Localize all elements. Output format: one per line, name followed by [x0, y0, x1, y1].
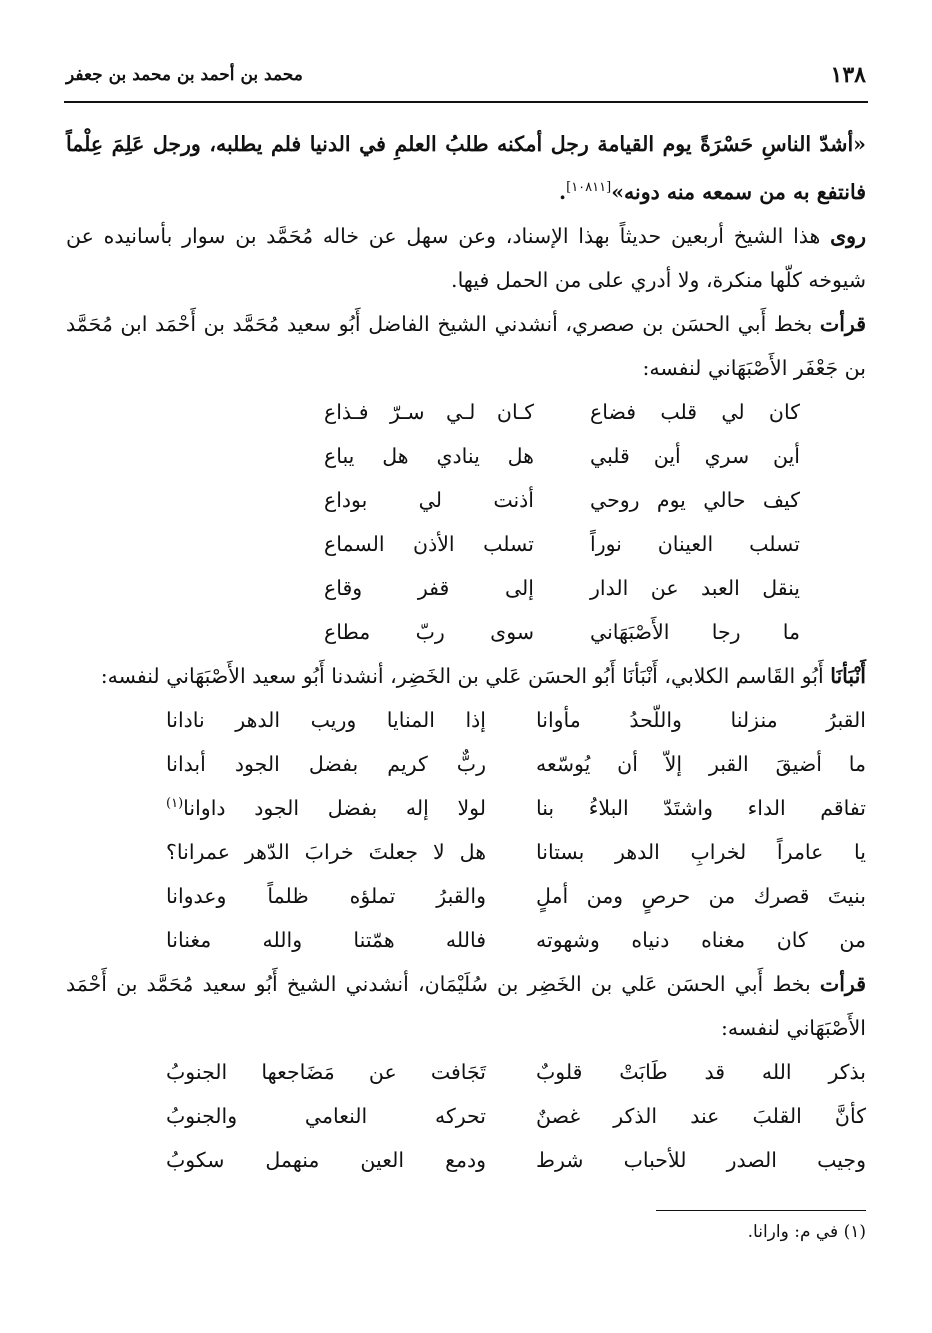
hadith-text: «أشدّ الناسِ حَسْرَةً يوم القيامة رجل أمكنه طلبُ العلمِ في الدنيا فلم يطلبه، ورجل عَلِمَ عِلْماً فانتفع به من سمعه منه دونه»	[66, 132, 866, 204]
poem-1	[66, 390, 866, 654]
verse-first-hemistich: يا عامراً لخرابِ الدهر بستانا	[536, 839, 866, 864]
paragraph-rawa-text: هذا الشيخ أربعين حديثاً بهذا الإسناد، وعن سهل عن خاله مُحَمَّد بن سوار بأسانيده عن شيوخه كلّها منكرة، ولا أدري على من الحمل فيها.	[66, 223, 866, 292]
verse-first-hemistich: كأنَّ القلبَ عند الذكر غصنٌ	[536, 1103, 866, 1128]
page-header	[66, 58, 866, 92]
poem-1-verse	[66, 478, 866, 522]
poem-2-verse	[66, 786, 866, 830]
verse-first-hemistich: من كان مغناه دنياه وشهوته	[536, 927, 866, 952]
verse-first-hemistich: بنيتَ قصرك من حرصٍ ومن أملٍ	[536, 883, 866, 908]
hadith-paragraph: «أشدّ الناسِ حَسْرَةً يوم القيامة رجل أمكنه طلبُ العلمِ في الدنيا فلم يطلبه، ورجل عَلِمَ عِلْماً فانتفع به من سمعه منه دونه»[١٠٨١١].	[66, 132, 866, 204]
paragraph-qaratu-2-lead: قرأت	[819, 971, 866, 996]
poem-2-verse	[66, 874, 866, 918]
running-head: محمد بن أحمد بن محمد بن جعفر	[66, 65, 303, 85]
poem-1-verse	[66, 610, 866, 654]
verse-first-hemistich: ما أضيقَ القبر إلاّ أن يُوسّعه	[536, 751, 866, 776]
paragraph-rawa	[66, 214, 866, 302]
verse-second-hemistich: إلى قفر وقاع	[324, 575, 534, 600]
paragraph-anbaana	[66, 654, 866, 698]
poem-1-verse	[66, 566, 866, 610]
poem-1-verse	[66, 390, 866, 434]
verse-first-hemistich: تسلب العينان نوراً	[590, 531, 800, 556]
poem-3-verse	[66, 1138, 866, 1182]
poem-2-verse	[66, 742, 866, 786]
poem-3	[66, 1050, 866, 1182]
poem-2-verse	[66, 918, 866, 962]
verse-second-hemistich: هل لا جعلتَ خرابَ الدّهر عمرانا؟	[166, 839, 486, 864]
verse-second-hemistich: سوى ربّ مطاع	[324, 619, 534, 644]
poem-2-verse	[66, 830, 866, 874]
hadith-reference: [١٠٨١١]	[566, 180, 612, 195]
poem-2-verse	[66, 698, 866, 742]
poem-3-verse	[66, 1094, 866, 1138]
page-body	[66, 122, 866, 1182]
verse-first-hemistich: ما رجا الأَصْبَهَاني	[590, 619, 800, 644]
verse-second-hemistich: فالله همّتنا والله مغنانا	[166, 927, 486, 952]
verse-second-hemistich: والقبرُ تملؤه ظلماً وعدوانا	[166, 883, 486, 908]
footnote: (١) في م: وارانا.	[747, 1222, 866, 1242]
paragraph-qaratu-2-text: بخط أَبي الحسَن عَلي بن الخَضِر بن سُلَيْمَان، أنشدني الشيخ أَبُو سعيد مُحَمَّد بن أَحْمَد الأَصْبَهَاني لنفسه:	[66, 971, 866, 1040]
verse-second-hemistich: ربٌّ كريم بفضل الجود أبدانا	[166, 751, 486, 776]
verse-second-hemistich: تسلب الأذن السماع	[324, 531, 534, 556]
poem-1-verse	[66, 522, 866, 566]
verse-second-hemistich: تحركه النعامي والجنوبُ	[166, 1103, 486, 1128]
verse-first-hemistich: وجيب الصدر للأحباب شرط	[536, 1147, 866, 1172]
verse-second-hemistich	[166, 796, 486, 820]
verse-second-hemistich: كـان لـي سـرّ فـذاع	[324, 399, 534, 424]
poem-1-verse	[66, 434, 866, 478]
poem-2	[66, 698, 866, 962]
verse-first-hemistich: أين سري أين قلبي	[590, 443, 800, 468]
paragraph-qaratu-1-text: بخط أَبي الحسَن بن صصري، أنشدني الشيخ الفاضل أَبُو سعيد مُحَمَّد بن أَحْمَد ابن مُحَمَّد بن جَعْفَر الأَصْبَهَاني لنفسه:	[66, 311, 866, 380]
paragraph-qaratu-2	[66, 962, 866, 1050]
verse-first-hemistich: ينقل العبد عن الدار	[590, 575, 800, 600]
verse-first-hemistich: القبرُ منزلنا واللّحدُ مأوانا	[536, 707, 866, 732]
verse-second-hemistich-text: لولا إله بفضل الجود داوانا	[183, 795, 486, 820]
verse-second-hemistich: تَجَافت عن مَضَاجعها الجنوبُ	[166, 1059, 486, 1084]
verse-second-hemistich: هل ينادي هل يباع	[324, 443, 534, 468]
verse-second-hemistich: ودمع العين منهمل سكوبُ	[166, 1147, 486, 1172]
verse-first-hemistich: كان لي قلب فضاع	[590, 399, 800, 424]
page-number: ١٣٨	[830, 62, 866, 88]
footnote-marker: (١)	[166, 796, 184, 811]
paragraph-anbaana-text: أَبُو القَاسم الكلابي، أَنْبَأنَا أَبُو الحسَن عَلي بن الخَضِر، أنشدنا أَبُو سعيد الأَصْبَهَاني لنفسه:	[100, 663, 831, 688]
header-divider	[64, 101, 868, 103]
verse-first-hemistich: بذكر الله قد طَابَتْ قلوبٌ	[536, 1059, 866, 1084]
verse-second-hemistich: إذا المنايا وريب الدهر نادانا	[166, 707, 486, 732]
verse-first-hemistich: كيف حالي يوم روحي	[590, 487, 800, 512]
paragraph-anbaana-lead: أَنْبَأنَا	[830, 663, 866, 688]
paragraph-rawa-lead: روى	[830, 223, 866, 248]
footnote-divider	[656, 1210, 866, 1211]
paragraph-qaratu-1-lead: قرأت	[819, 311, 866, 336]
verse-second-hemistich: أذنت لي بوداع	[324, 487, 534, 512]
verse-first-hemistich: تفاقم الداء واشتَدّ البلاءُ بنا	[536, 795, 866, 820]
paragraph-qaratu-1	[66, 302, 866, 390]
poem-3-verse	[66, 1050, 866, 1094]
